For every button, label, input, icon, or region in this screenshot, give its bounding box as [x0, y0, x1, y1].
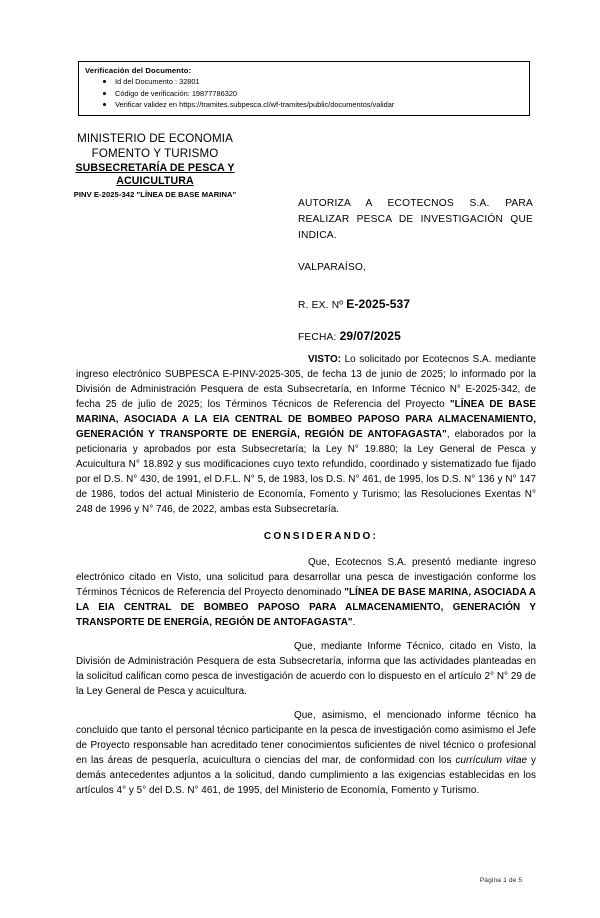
ministry-header — [30, 132, 280, 201]
paragraph-considerando-3 — [76, 708, 536, 798]
resolution-number-label: R. EX. Nº — [298, 300, 344, 311]
verification-title: Verificación del Documento: — [85, 66, 192, 75]
paragraph-considerando-2: Que, mediante Informe Técnico, citado en Visto, la División de Administración Pesquera de esta Subsecretaría, informa que las actividades planteadas en la solicitud califican como pesca de investigación de acuerdo con lo dispuesto en el artículo 2° N° 29 de la Ley General de Pesca y acuicultura. — [76, 641, 536, 697]
project-reference: PINV E-2025-342 "LÍNEA DE BASE MARINA" — [73, 190, 237, 200]
visto-label: VISTO: — [308, 354, 342, 365]
document-body — [76, 352, 536, 807]
verification-item-code: Código de verificación: 19877786320 — [99, 88, 525, 99]
considerando-3-text-b: y demás antecedentes adjuntos a la solicitud, dando cumplimiento a las exigencias establecidas en los artículos 4° y 5° del D.S. N° 461, de 1995, del Ministerio de Economía, Fomento y Turismo. — [76, 755, 536, 796]
resolution-date-value: 29/07/2025 — [339, 329, 401, 343]
resolution-date — [298, 329, 401, 343]
paragraph-visto — [76, 352, 536, 517]
resolution-place: VALPARAÍSO, — [298, 262, 367, 273]
page-number-footer: Página 1 de 5 — [479, 877, 523, 884]
visto-text-a: Lo solicitado por Ecotecnos S.A. mediante ingreso electrónico SUBPESCA E-PINV-2025-305, de fecha 13 de junio de 2025; lo informado por la División de Administración Pesquera de esta Subsecretaría, en Informe Técnico N° E-2025-342, de fecha 25 de julio de 2025; los Términos Técnicos de Referencia del Proyecto — [76, 354, 536, 410]
resolution-number — [298, 297, 410, 311]
paragraph-considerando-1 — [76, 555, 536, 630]
verification-box — [78, 61, 530, 116]
considerando-3-italic: currículum vitae — [455, 755, 528, 766]
subsecretaria-line-1: SUBSECRETARÍA DE PESCA Y — [75, 161, 235, 174]
visto-project-name: "LÍNEA DE BASE MARINA, ASOCIADA A LA EIA CENTRAL DE BOMBEO PAPOSO PARA ALMACENAMIENTO, GENERACIÓN Y TRANSPORTE DE ENERGÍA, REGIÓN DE ANTOFAGASTA" — [76, 399, 536, 440]
subsecretaria-line-2: ACUICULTURA — [116, 175, 194, 188]
considerando-1-text-a: Que, Ecotecnos S.A. presentó mediante ingreso electrónico citado en Visto, una solicitud para desarrollar una pesca de investigación conforme los Términos Técnicos de Referencia del Proyecto denominado — [76, 557, 536, 598]
considerando-1-project-name: "LÍNEA DE BASE MARINA, ASOCIADA A LA EIA CENTRAL DE BOMBEO PAPOSO PARA ALMACENAMIENTO, GENERACIÓN Y TRANSPORTE DE ENERGÍA, REGIÓN DE ANTOFAGASTA" — [76, 587, 536, 628]
verification-list — [85, 76, 525, 110]
considerando-3-text-a: Que, asimismo, el mencionado informe técnico ha concluido que tanto el personal técnico participante en la pesca de investigación como asimismo el Jefe de Proyecto responsable han acreditado tener conocimientos suficientes de nivel técnico o profesional en las áreas de pesquería, acuicultura o ciencias del mar, de conformidad con los — [76, 710, 536, 766]
resolution-date-label: FECHA: — [298, 332, 337, 343]
ministry-line-1: MINISTERIO DE ECONOMIA — [77, 132, 233, 145]
ministry-line-2: FOMENTO Y TURISMO — [91, 146, 219, 160]
verification-item-url: Verificar validez en https://tramites.subpesca.cl/wf-tramites/public/documentos/validar — [99, 99, 525, 110]
resolution-number-value: E-2025-537 — [346, 297, 411, 311]
visto-text-b: , elaborados por la peticionaria y aprobados por esta Subsecretaría; la Ley N° 19.880; la Ley General de Pesca y Acuicultura N° 18.892 y sus modificaciones cuyo texto refundido, coordinado y sistematizado fue fijado por el D.S. N° 430, de 1991, el D.F.L. N° 5, de 1983, los D.S. N° 461, de 1995, los D.S. N° 136 y N° 147 de 1986, todos del actual Ministerio de Economía, Fomento y Turismo; las Resoluciones Exentas N° 248 de 1996 y N° 746, de 2022, ambas esta Subsecretaría. — [76, 429, 536, 515]
considerando-1-text-b: . — [352, 617, 356, 628]
considerando-heading: CONSIDERANDO: — [263, 531, 379, 542]
resolution-title: AUTORIZA A ECOTECNOS S.A. PARA REALIZAR PESCA DE INVESTIGACIÓN QUE INDICA. — [298, 198, 533, 242]
verification-item-id: Id del Documento : 32801 — [99, 76, 525, 87]
